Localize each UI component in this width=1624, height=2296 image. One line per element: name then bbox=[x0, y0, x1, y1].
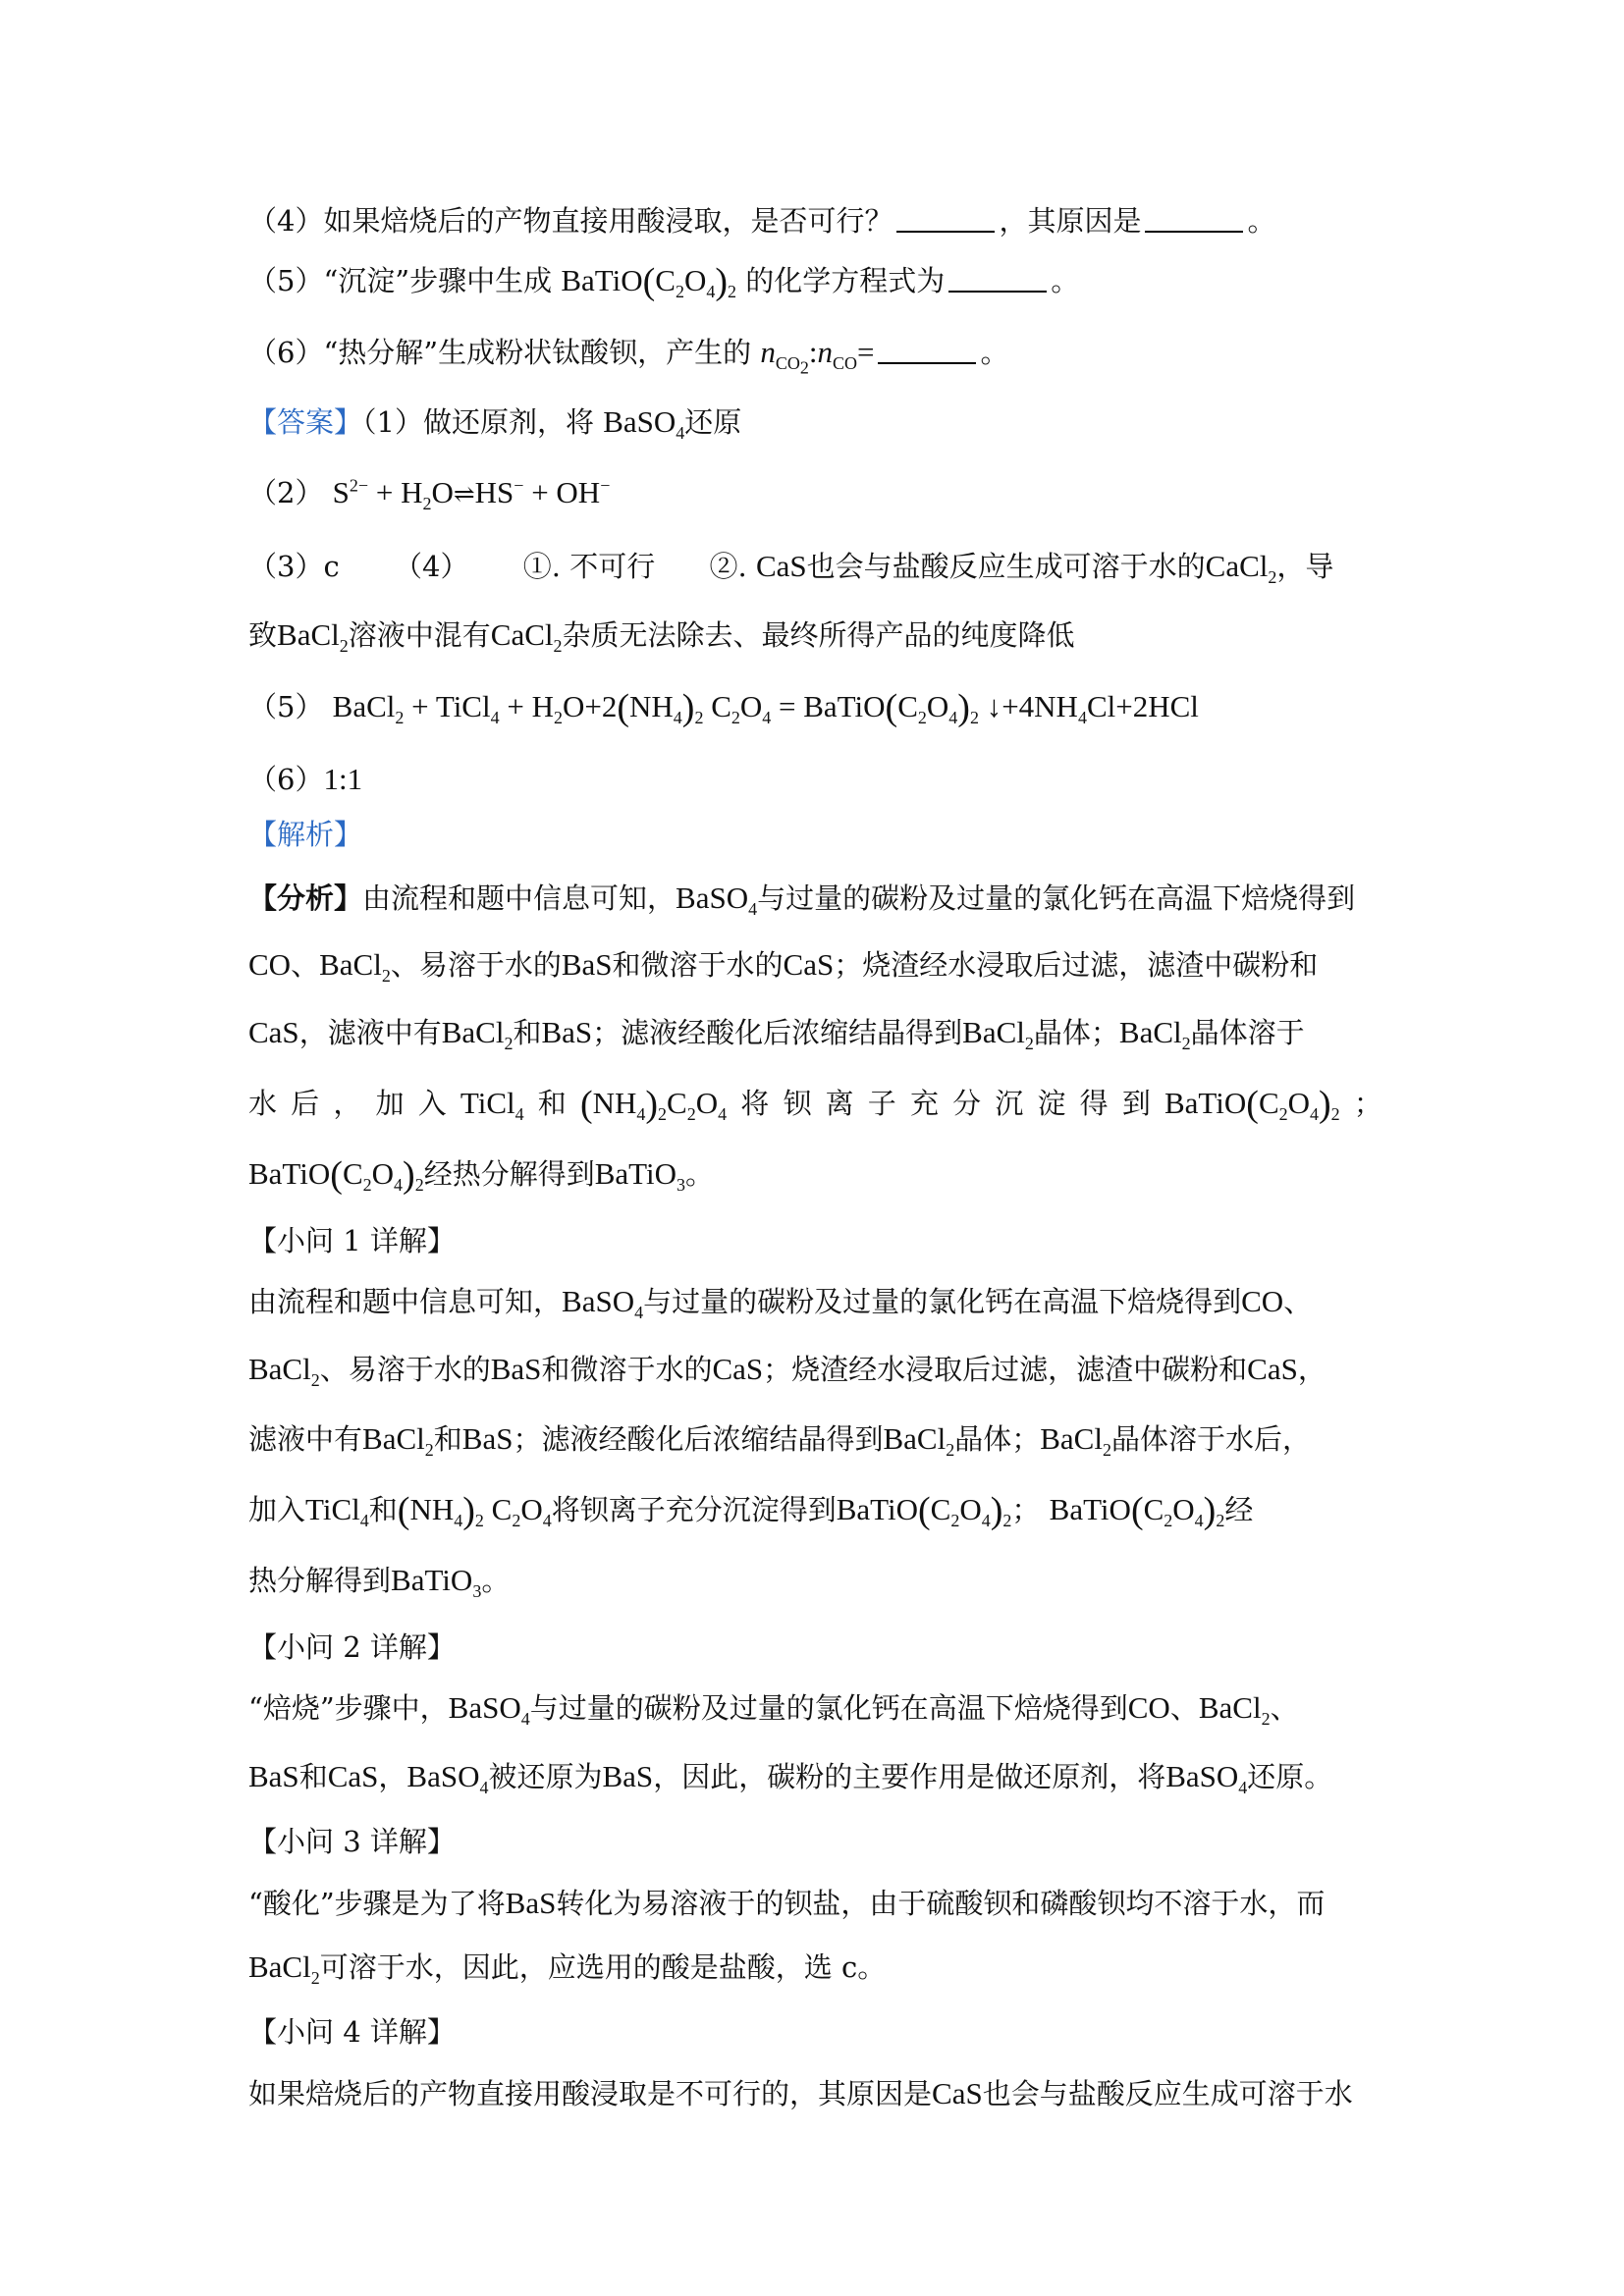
sub-question-3-heading: 【小问 3 详解】 bbox=[248, 1825, 456, 1858]
sub-question-1-heading: 【小问 1 详解】 bbox=[248, 1224, 456, 1257]
answer-blank bbox=[1145, 203, 1243, 233]
answer-blank bbox=[878, 335, 976, 364]
precipitate-arrow-icon: ↓ bbox=[986, 689, 1002, 723]
question-5: （5）“沉淀”步骤中生成 $BaTiO(C_2O_4)_2$ 的化学方程式为 。 bbox=[248, 261, 1080, 302]
document-page: （4）如果焙烧后的产物直接用酸浸取，是否可行？ ，其原因是 。 （5）“沉淀”步骤中生成 $BaTiO(C_2O_4)_2$ 的化学方程式为 。 （6）“热分解”生成粉状钛酸钡，产生的 $n_{CO_2}:n_{CO}=$ 。 【答案】（1）做还原剂，将 BaSO$_4$还原 （2） $S^{2-}$ + $H_2O\rightleftharpoons HS^- + OH^-$ （3）c （4） ①. 不可行 ②. CaS也会与盐酸反应生成可溶于水的CaCl$_2$，导 致BaCl$_2$溶液中混有CaCl$_2$杂质无法除去、最终所得产品的纯度降低 （5） BaCl$_2$ + TiCl$_4$ + $H_2O+2(NH_4)_2$ $C_2O_4$ = $BaTiO(C_2O_4)_2$ $↓+4NH_4Cl+2HCl$ （6）1:1 【解析】 【分析】由流程和题中信息可知，BaSO$_4$与过量的碳粉及过量的氯化钙在高温下焙烧得到 CO、BaCl$_2$、易溶于水的BaS和微溶于水的CaS；烧渣经水浸取后过滤，滤渣中碳粉和 CaS，滤液中有BaCl$_2$和BaS；滤液经酸化后浓缩结晶得到BaCl$_2$晶体；BaCl$_2$晶体溶于 水 后 ， 加 入 TiCl$_4$ 和 $(NH_4)_2C_2O_4$ 将 钡 离 子 充 分 沉 淀 得 到 $BaTiO(C_2O_4)_2$ ； $BaTiO(C_2O_4)_2$经热分解得到BaTiO$_3$。 【小问 1 详解】 由流程和题中信息可知，BaSO$_4$与过量的碳粉及过量的氯化钙在高温下焙烧得到CO、 BaCl$_2$、易溶于水的BaS和微溶于水的CaS；烧渣经水浸取后过滤，滤渣中碳粉和CaS， 滤液中有BaCl$_2$和BaS；滤液经酸化后浓缩结晶得到BaCl$_2$晶体；BaCl$_2$晶体溶于水后， 加入TiCl$_4$和$(NH_4)_2$ $C_2O_4$将钡离子充分沉淀得到$BaTiO(C_2O_4)_2$； $BaTiO(C_2O_4)_2$经 热分解得到BaTiO$_3$。 【小问 2 详解】 “焙烧”步骤中，BaSO$_4$与过量的碳粉及过量的氯化钙在高温下焙烧得到CO、BaCl$_2$、 BaS和CaS，BaSO$_4$被还原为BaS，因此，碳粉的主要作用是做还原剂，将BaSO$_4$还原。 【小问 3 详解】 “酸化”步骤是为了将BaS转化为易溶液于的钡盐，由于硫酸钡和磷酸钡均不溶于水，而 BaCl$_2$可溶于水，因此，应选用的酸是盐酸，选 c。 【小问 4 详解】 如果焙烧后的产物直接用酸浸取是不可行的，其原因是CaS也会与盐酸反应生成可溶于水 bbox=[0, 0, 1624, 2296]
answer-5: （5） BaCl$_2$ + TiCl$_4$ + $H_2O+2(NH_4)_2$ $C_2O_4$ = $BaTiO(C_2O_4)_2$ $↓+4NH_4Cl+2HCl$ bbox=[248, 687, 1199, 728]
formula: $BaTiO(C_2O_4)_2$ bbox=[561, 261, 737, 302]
analysis-paragraph: 【分析】由流程和题中信息可知，BaSO$_4$与过量的碳粉及过量的氯化钙在高温下焙烧得到 bbox=[248, 881, 1356, 920]
sub-question-2-heading: 【小问 2 详解】 bbox=[248, 1630, 456, 1664]
analysis-tag: 【解析】 bbox=[248, 818, 363, 851]
answer-3-4: （3）c （4） ①. 不可行 ②. CaS也会与盐酸反应生成可溶于水的CaCl$_2$，导 bbox=[248, 549, 1334, 588]
equation: $S^{2-}$ + $H_2O\rightleftharpoons HS^- + OH^-$ bbox=[332, 475, 611, 514]
answer-2: （2） $S^{2-}$ + $H_2O\rightleftharpoons HS^- + OH^-$ bbox=[248, 475, 611, 514]
formula: $n_{CO_2}:n_{CO}=$ bbox=[760, 335, 875, 378]
equation: BaCl$_2$ + TiCl$_4$ + $H_2O+2(NH_4)_2$ $C_2O_4$ = $BaTiO(C_2O_4)_2$ $↓+4NH_4Cl+2HCl$ bbox=[332, 687, 1199, 728]
answer-blank bbox=[896, 203, 995, 233]
sub-question-4-heading: 【小问 4 详解】 bbox=[248, 2015, 456, 2049]
question-4: （4）如果焙烧后的产物直接用酸浸取，是否可行？ ，其原因是 。 bbox=[248, 204, 1276, 238]
reversible-arrow-icon: ⇌ bbox=[453, 480, 475, 508]
answer-tag: 【答案】 bbox=[248, 405, 363, 439]
answer-blank bbox=[948, 263, 1047, 293]
answer-4-cont: 致BaCl$_2$溶液中混有CaCl$_2$杂质无法除去、最终所得产品的纯度降低 bbox=[248, 617, 1075, 657]
answer-6: （6）1:1 bbox=[248, 762, 363, 796]
answer-1: 【答案】（1）做还原剂，将 BaSO$_4$还原 bbox=[248, 404, 742, 444]
question-6: （6）“热分解”生成粉状钛酸钡，产生的 $n_{CO_2}:n_{CO}=$ 。 bbox=[248, 335, 1009, 378]
